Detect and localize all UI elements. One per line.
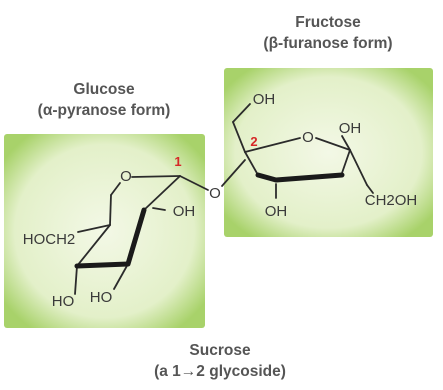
glucose-name: Glucose <box>73 81 135 98</box>
fructose-carbon-number: 2 <box>250 134 258 149</box>
fructose-top-oh: OH <box>252 91 276 108</box>
glucose-carbon-number: 1 <box>174 154 182 169</box>
fructose-form: (β-furanose form) <box>263 35 393 52</box>
glucose-ring-oxygen: O <box>120 168 132 185</box>
fructose-ch2oh <box>365 192 418 209</box>
sucrose-note: (a 1→2 glycoside) <box>154 363 286 380</box>
glucose-ch2-label <box>23 231 76 248</box>
glucose-ho-left: HO <box>51 293 75 310</box>
glucose-ch2-label-text: HOCH2 <box>22 231 76 248</box>
glucose-c2-oh: OH <box>172 203 196 220</box>
glucose-ho-right: HO <box>89 289 113 306</box>
fructose-bottom-oh: OH <box>264 203 288 220</box>
sucrose-name: Sucrose <box>189 342 251 359</box>
glucose-bond-c5-c4 <box>110 195 111 225</box>
fructose-ring-oxygen: O <box>302 129 314 146</box>
glucose-form: (α-pyranose form) <box>37 102 171 119</box>
fructose-ch2oh-text: CH2OH <box>364 192 418 209</box>
fructose-name: Fructose <box>295 14 361 31</box>
glucose-bond-o-c1 <box>132 176 180 177</box>
glycosidic-oxygen: O <box>209 185 221 202</box>
fructose-right-oh: OH <box>338 120 362 137</box>
